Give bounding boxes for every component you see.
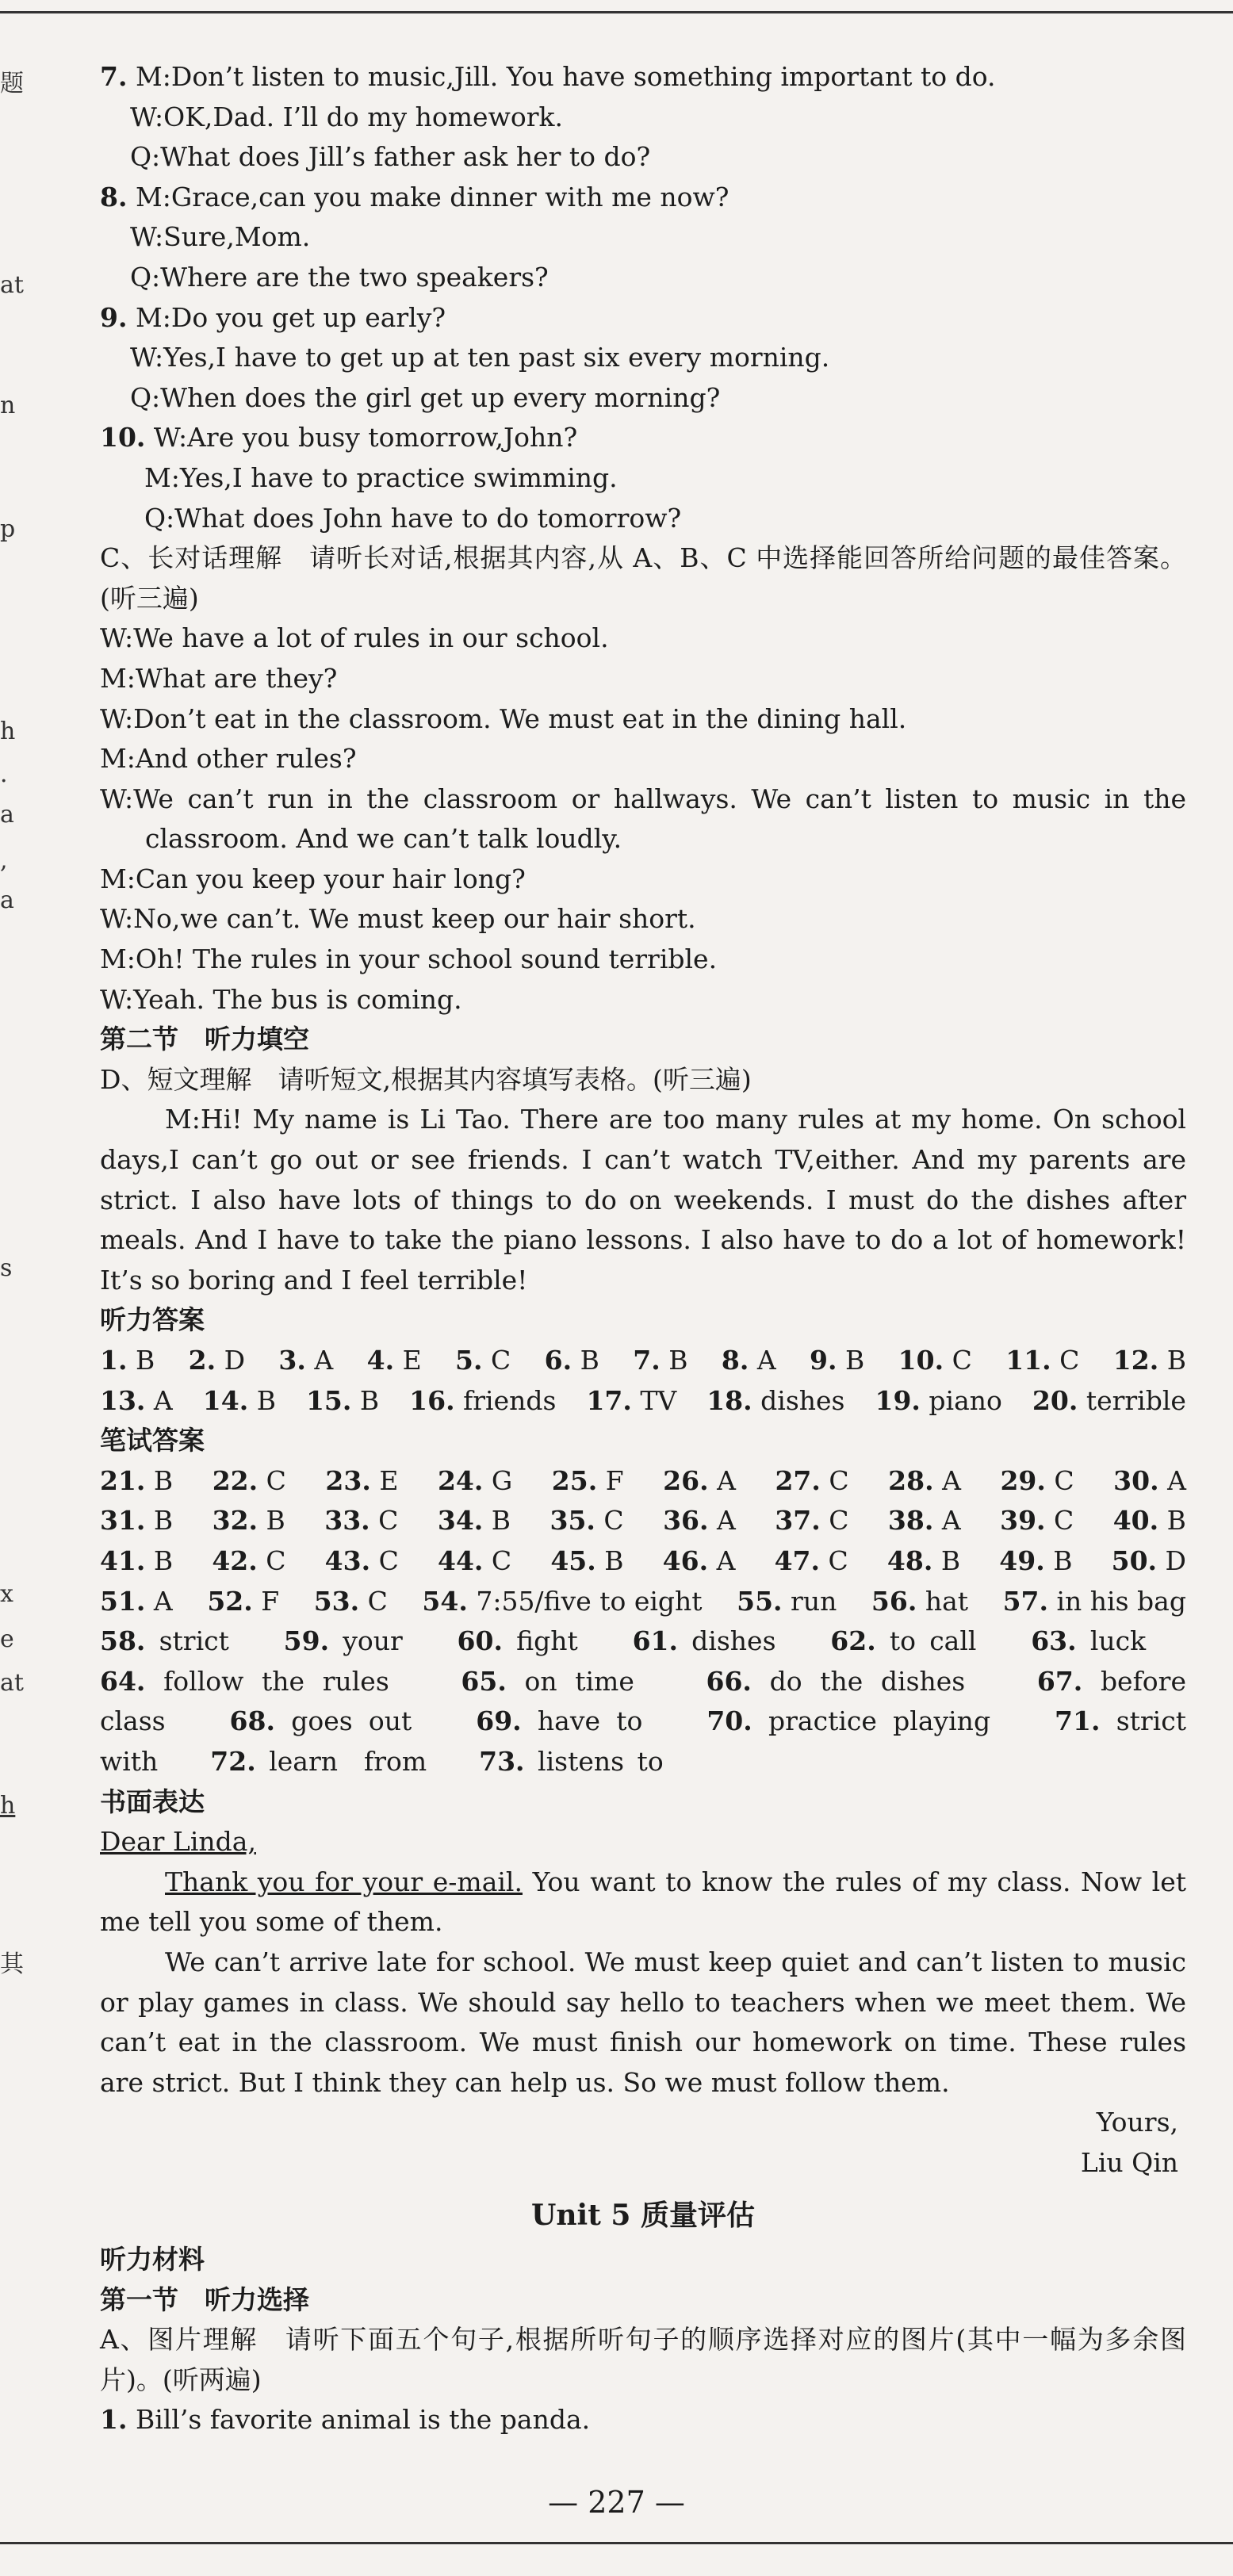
answer-item: 8. A — [721, 1345, 776, 1376]
answer-item: 19. piano — [875, 1384, 1002, 1416]
answer-row — [100, 1341, 1186, 1381]
answer-item: 43. C — [324, 1544, 399, 1576]
margin-fragment: x — [0, 1580, 13, 1608]
margin-fragment: · — [0, 767, 8, 795]
writing-heading: 书面表达 — [100, 1786, 205, 1817]
answer-item: 73. listens to — [479, 1745, 664, 1777]
answer-item: 68. goes out — [229, 1705, 412, 1737]
letter-text: You want to know the rules of my class. Now let me tell you some of them. — [100, 1866, 1186, 1938]
dialog-line: M:Grace,can you make dinner with me now? — [135, 181, 729, 212]
question-number: 1. — [100, 2404, 128, 2436]
margin-fragment: at — [0, 1669, 24, 1697]
section-a-item-1 — [100, 2400, 1186, 2440]
dialog-line: W:OK,Dad. I’ll do my homework. — [130, 101, 563, 132]
answer-item: 63. luck — [1031, 1625, 1147, 1657]
margin-fragment: s — [0, 1254, 13, 1282]
margin-fragment: , — [0, 847, 8, 875]
answer-item: 42. C — [212, 1544, 286, 1576]
answer-item: 48. B — [886, 1544, 961, 1576]
answer-item: 47. C — [774, 1544, 848, 1576]
page-body — [100, 57, 1186, 2440]
dialog-line: W:We can’t run in the classroom or hallways. We can’t listen to music in the classroom. And we can’t talk loudly. — [100, 783, 1186, 855]
question-number: 10. — [100, 422, 146, 454]
answer-item: 25. F — [551, 1464, 624, 1496]
margin-fragment: a — [0, 886, 14, 914]
question-number: 7. — [100, 61, 128, 92]
answer-item: 17. TV — [586, 1384, 677, 1416]
letter-greeting: Dear Linda, — [100, 1826, 256, 1858]
section-d-intro: D、短文理解 请听短文,根据其内容填写表格。(听三遍) — [100, 1063, 752, 1095]
answer-item: 3. A — [278, 1345, 334, 1376]
letter-signature: Liu Qin — [1080, 2146, 1178, 2178]
answer-item: 40. B — [1112, 1505, 1186, 1537]
top-rule — [0, 11, 1233, 13]
answer-item: 58. strict — [100, 1625, 229, 1657]
answer-item: 31. B — [100, 1505, 174, 1537]
letter-paragraph — [100, 1862, 1186, 1943]
answer-item: 22. C — [212, 1464, 286, 1496]
answer-item: 24. G — [437, 1464, 513, 1496]
answer-item: 38. A — [887, 1505, 961, 1537]
unit-title-en: Unit 5 — [530, 2199, 631, 2233]
answer-row — [100, 1582, 1186, 1622]
letter-paragraph: We can’t arrive late for school. We must keep quiet and can’t listen to music or play games in class. We should say hello to teachers when we meet them. We can’t eat in the classroom. We must finish our homework on time. These rules are strict. But I think they can help us. So we must follow them. — [100, 1946, 1186, 2098]
letter-closing: Yours, — [1096, 2107, 1178, 2138]
letter-opening: Thank you for your e-mail. — [165, 1866, 523, 1897]
answer-item: 62. to call — [830, 1625, 977, 1657]
answer-item: 21. B — [100, 1464, 174, 1496]
answer-row — [100, 1381, 1186, 1422]
listening-answers-heading: 听力答案 — [100, 1304, 205, 1336]
answer-item: 30. A — [1113, 1464, 1186, 1496]
dialog-line: Q:When does the girl get up every morning? — [130, 381, 721, 413]
answer-item: 14. B — [202, 1384, 276, 1416]
answer-item: 9. B — [810, 1345, 865, 1376]
answer-item: 36. A — [663, 1505, 736, 1537]
answer-item: 50. D — [1111, 1544, 1186, 1576]
answer-item: 35. C — [549, 1505, 624, 1537]
answer-item: 28. A — [888, 1464, 961, 1496]
answer-item: 41. B — [100, 1544, 174, 1576]
dialog-line: W:Yes,I have to get up at ten past six every morning. — [130, 342, 830, 373]
margin-fragment: h — [0, 1792, 16, 1820]
answer-item: 52. F — [207, 1585, 280, 1617]
dialog-line: W:Are you busy tomorrow,John? — [153, 422, 578, 454]
dialog-line: W:Yeah. The bus is coming. — [100, 983, 462, 1015]
answer-item: 45. B — [550, 1544, 624, 1576]
item-text: Bill’s favorite animal is the panda. — [135, 2404, 591, 2436]
answer-item: 70. practice playing — [706, 1705, 991, 1737]
answer-item: 39. C — [1000, 1505, 1074, 1537]
dialog-8 — [100, 178, 1186, 298]
answer-item: 51. A — [100, 1585, 173, 1617]
margin-fragment: e — [0, 1625, 14, 1653]
answer-item: 72. learn from — [210, 1745, 427, 1777]
section-2-heading: 第二节 听力填空 — [100, 1024, 309, 1055]
dialog-line: M:Can you keep your hair long? — [100, 863, 526, 894]
section-c-intro: C、长对话理解 请听长对话,根据其内容,从 A、B、C 中选择能回答所给问题的最佳答案。(听三遍) — [100, 542, 1186, 614]
answer-item: 71. strict with — [100, 1705, 1186, 1777]
answer-item: 57. in his bag — [1002, 1585, 1186, 1617]
section-a-intro: A、图片理解 请听下面五个句子,根据所听句子的顺序选择对应的图片(其中一幅为多余图片)。(听两遍) — [100, 2324, 1186, 2395]
answer-item: 27. C — [775, 1464, 849, 1496]
answer-item: 33. C — [324, 1505, 399, 1537]
answer-item: 32. B — [212, 1505, 285, 1537]
dialog-line: M:Oh! The rules in your school sound terrible. — [100, 944, 718, 975]
answer-item: 53. C — [313, 1585, 388, 1617]
dialog-line: M:Don’t listen to music,Jill. You have something important to do. — [135, 61, 996, 92]
margin-fragment: 题 — [0, 70, 24, 98]
answer-item: 66. do the dishes — [706, 1665, 966, 1697]
answer-item: 1. B — [100, 1345, 155, 1376]
answer-row — [100, 1501, 1186, 1541]
answer-item: 55. run — [737, 1585, 837, 1617]
question-number: 9. — [100, 301, 128, 333]
unit-title-cn: 质量评估 — [641, 2199, 756, 2233]
dialog-line: W:We have a lot of rules in our school. — [100, 622, 609, 654]
answer-item: 13. A — [100, 1384, 173, 1416]
answer-item: 65. on time — [461, 1665, 634, 1697]
dialog-line: M:What are they? — [100, 662, 338, 694]
margin-fragment: 其 — [0, 1950, 24, 1978]
answer-item: 12. B — [1112, 1345, 1186, 1376]
answer-item: 56. hat — [871, 1585, 969, 1617]
answer-item: 64. follow the rules — [100, 1665, 389, 1697]
dialog-line: Q:Where are the two speakers? — [130, 261, 549, 293]
section-1-heading: 第一节 听力选择 — [100, 2283, 309, 2315]
margin-fragment: a — [0, 801, 14, 829]
margin-fragment: h — [0, 718, 16, 745]
dialog-line: Q:What does John have to do tomorrow? — [144, 502, 682, 534]
dialog-line: Q:What does Jill’s father ask her to do? — [130, 141, 651, 173]
dialog-10 — [100, 418, 1186, 538]
page-number: — 227 — — [548, 2485, 685, 2520]
answer-item: 26. A — [663, 1464, 736, 1496]
answer-item: 4. E — [366, 1345, 422, 1376]
answer-item: 67. before class — [100, 1665, 1186, 1737]
answer-item: 6. B — [544, 1345, 599, 1376]
answer-row — [100, 1461, 1186, 1502]
margin-fragment: n — [0, 392, 16, 419]
answer-item: 7. B — [633, 1345, 688, 1376]
dialog-line: M:Yes,I have to practice swimming. — [144, 461, 618, 493]
answer-row — [100, 1541, 1186, 1582]
answer-item: 23. E — [325, 1464, 399, 1496]
answer-item: 44. C — [438, 1544, 512, 1576]
answer-item: 34. B — [437, 1505, 511, 1537]
answer-item: 5. C — [455, 1345, 511, 1376]
dialog-line: W:Don’t eat in the classroom. We must eat in the dining hall. — [100, 702, 907, 734]
answer-item: 20. terrible — [1032, 1384, 1186, 1416]
question-number: 8. — [100, 181, 128, 212]
section-c-dialog — [100, 618, 1186, 1020]
answer-item: 60. fight — [457, 1625, 578, 1657]
dialog-line: M:Do you get up early? — [135, 301, 446, 333]
material-heading: 听力材料 — [100, 2244, 205, 2276]
answer-item: 69. have to — [476, 1705, 643, 1737]
answer-item: 37. C — [775, 1505, 849, 1537]
bottom-rule — [0, 2542, 1233, 2544]
unit-title — [100, 2195, 1186, 2237]
answer-item: 15. B — [305, 1384, 380, 1416]
dialog-line: W:Sure,Mom. — [130, 221, 311, 253]
answer-item: 54. 7:55/five to eight — [422, 1585, 703, 1617]
dialog-7 — [100, 57, 1186, 178]
answer-item: 46. A — [662, 1544, 736, 1576]
written-answers-heading: 笔试答案 — [100, 1425, 205, 1456]
answer-item: 59. your — [283, 1625, 403, 1657]
answer-item: 18. dishes — [706, 1384, 845, 1416]
section-d-passage: M:Hi! My name is Li Tao. There are too many rules at my home. On school days,I can’t go out or see friends. I can’t watch TV,either. And my parents are strict. I also have lots of things to do on weekends. I must do the dishes after meals. And I have to take the piano lessons. I also have to do a lot of homework! It’s so boring and I feel terrible! — [100, 1104, 1186, 1296]
answer-item: 16. friends — [409, 1384, 557, 1416]
answer-paragraph — [100, 1621, 1186, 1782]
answer-item: 61. dishes — [632, 1625, 776, 1657]
margin-fragment: at — [0, 271, 24, 299]
answer-item: 29. C — [1000, 1464, 1074, 1496]
margin-fragment: p — [0, 515, 16, 543]
answer-item: 11. C — [1005, 1345, 1080, 1376]
answer-item: 2. D — [188, 1345, 246, 1376]
answer-item: 10. C — [898, 1345, 972, 1376]
answer-item: 49. B — [999, 1544, 1073, 1576]
dialog-line: M:And other rules? — [100, 743, 357, 775]
dialog-line: W:No,we can’t. We must keep our hair short. — [100, 903, 696, 935]
dialog-9 — [100, 298, 1186, 419]
